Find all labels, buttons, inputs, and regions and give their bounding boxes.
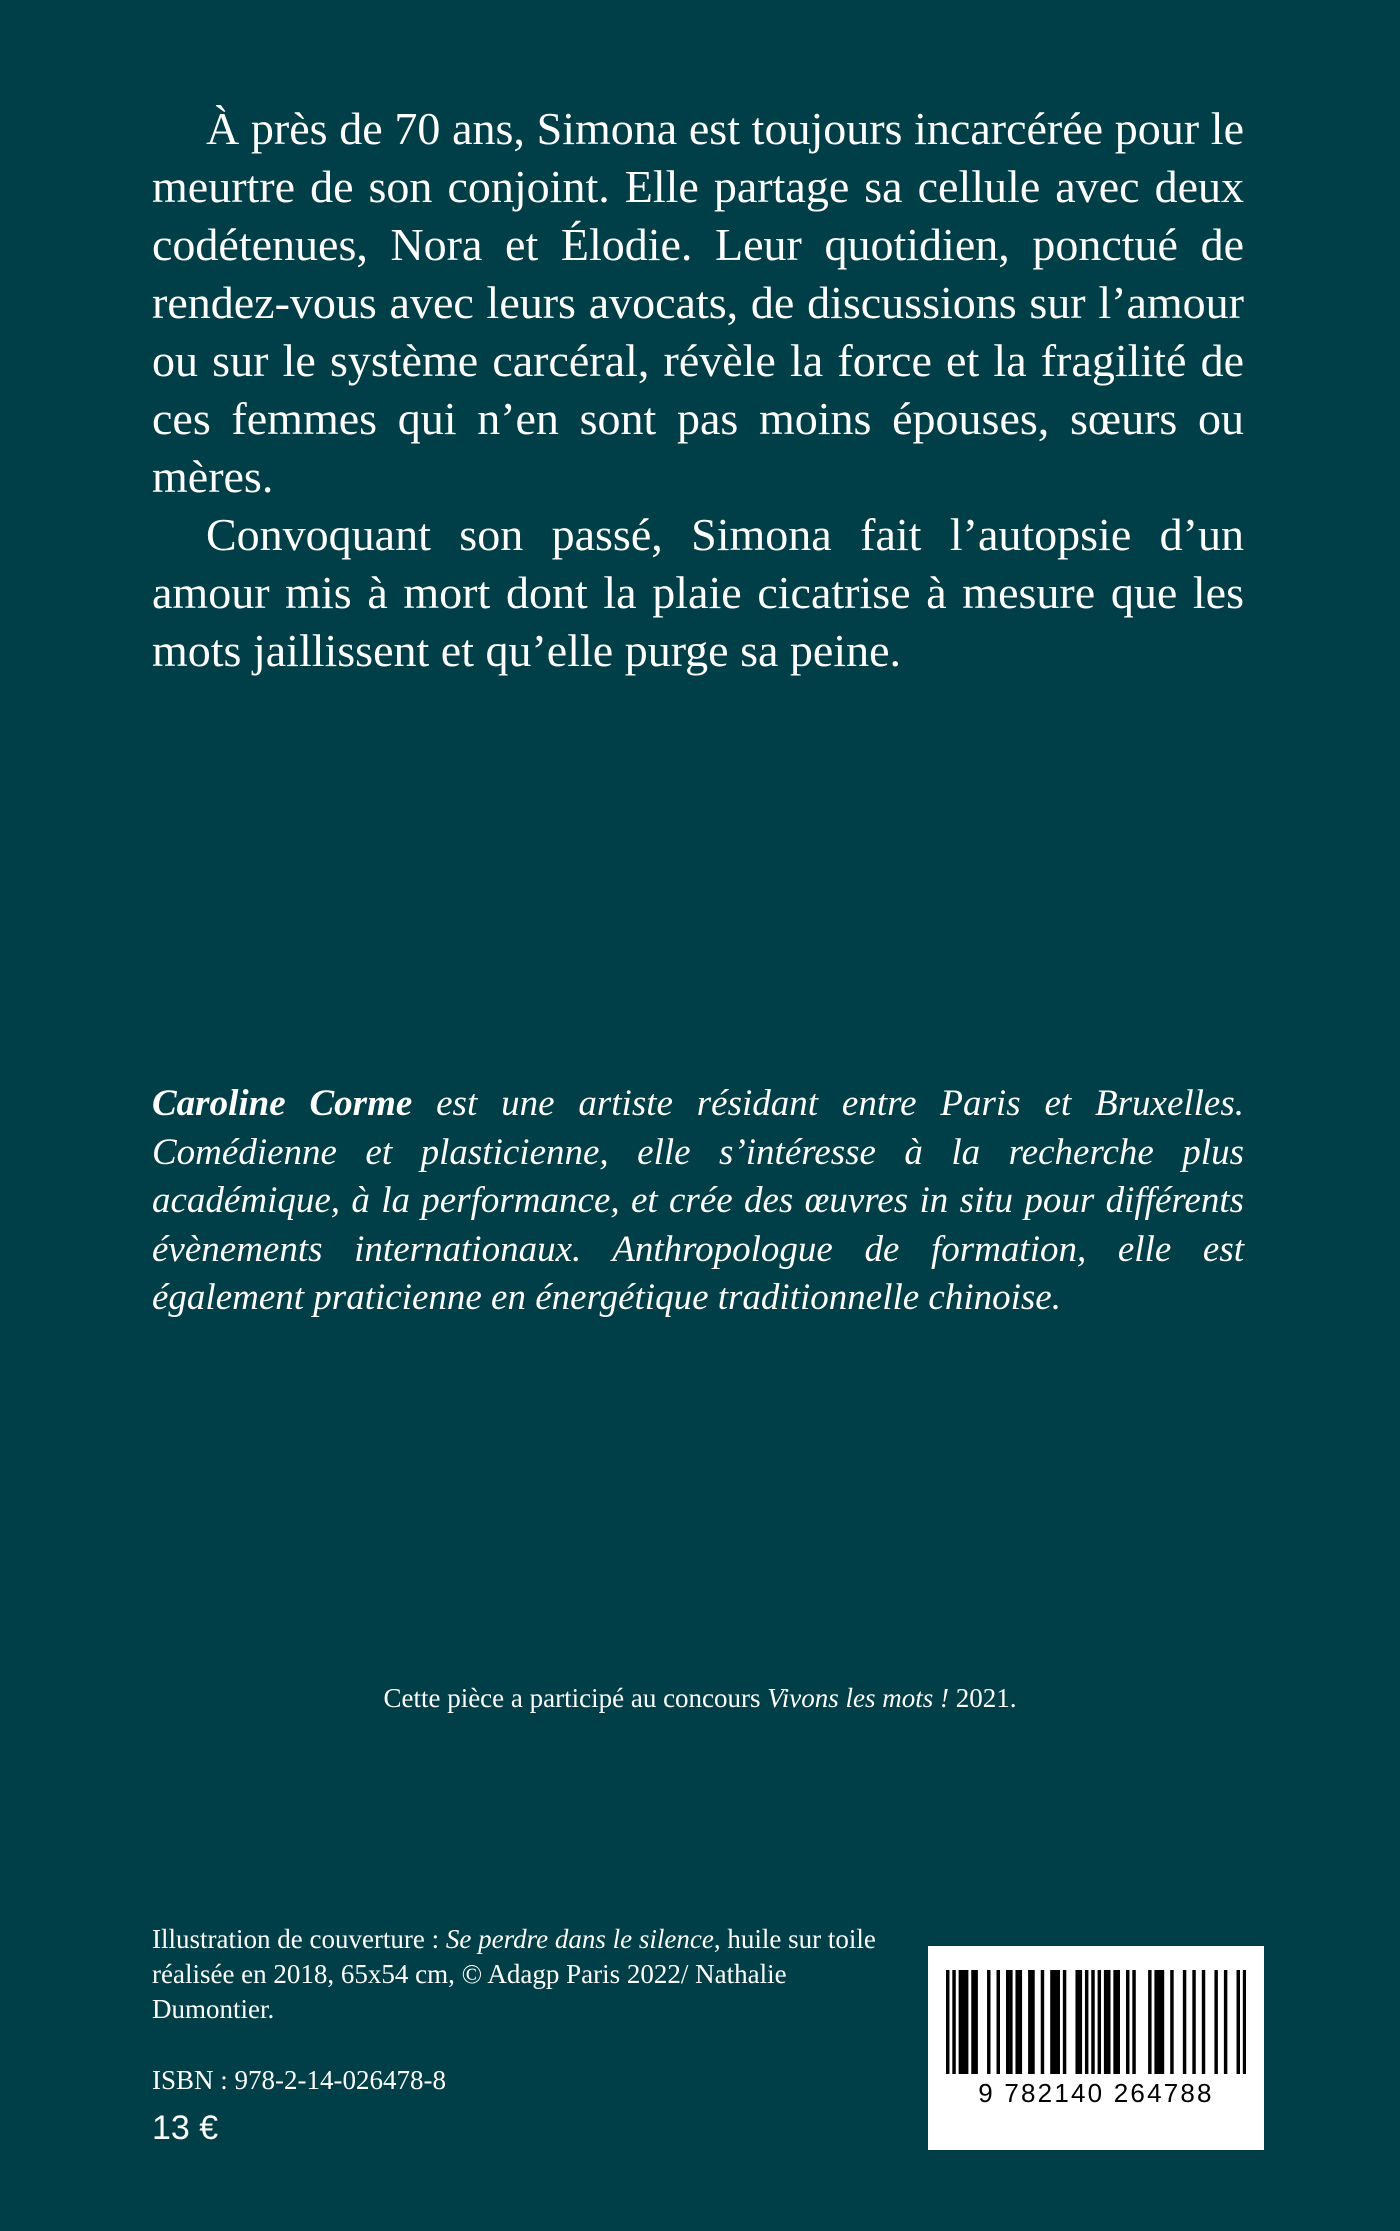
barcode-bar <box>1091 1970 1094 2074</box>
barcode-bar <box>1154 1970 1157 2074</box>
barcode-bar <box>1098 1970 1101 2074</box>
barcode-bar <box>1126 1970 1129 2074</box>
price: 13 € <box>152 2109 219 2147</box>
contest-note-after: 2021. <box>949 1683 1017 1713</box>
contest-title: Vivons les mots ! <box>767 1683 950 1713</box>
barcode-bar <box>952 1970 955 2074</box>
barcode-bar <box>1243 1970 1246 2074</box>
barcode-bar <box>1161 1970 1164 2074</box>
barcode-bar <box>1031 1970 1034 2074</box>
barcode-bar <box>1079 1970 1082 2074</box>
credits-prefix: Illustration de couverture : <box>152 1924 446 1954</box>
synopsis-paragraph-2: Convoquant son passé, Simona fait l’autopsie d’un amour mis à mort dont la plaie cicatrise à mesure que les mots jaillissent et qu’elle purge sa peine. <box>152 509 1244 676</box>
contest-note-before: Cette pièce a participé au concours <box>383 1683 768 1713</box>
barcode-bar <box>965 1970 968 2074</box>
credits-suffix: , huile sur toile réalisée en 2018, 65x54 cm, © Adagp Paris 2022/ Nathalie Dumontier. <box>152 1924 876 2024</box>
barcode-bar <box>1009 1970 1012 2074</box>
synopsis <box>152 100 1244 680</box>
isbn: ISBN : 978-2-14-026478-8 <box>152 2065 446 2095</box>
barcode-bar <box>1183 1970 1186 2074</box>
barcode-bar <box>946 1970 949 2074</box>
barcode-bar <box>1148 1970 1151 2074</box>
barcode-bar <box>1057 1970 1060 2074</box>
barcode-bar <box>1085 1970 1088 2074</box>
barcode-bar <box>962 1970 965 2074</box>
barcode-bar <box>1117 1970 1120 2074</box>
author-bio-text: est une artiste résidant entre Paris et Bruxelles. Comédienne et plasticienne, elle s’intéresse à la recherche plus académique, à la performance, et crée des œuvres in situ pour différents évènements internationaux. Anthropologue de formation, elle est également praticienne en énergétique traditionnelle chinoise. <box>152 1083 1244 1318</box>
barcode-bar <box>1107 1970 1110 2074</box>
synopsis-paragraph-1: À près de 70 ans, Simona est toujours incarcérée pour le meurtre de son conjoint. Elle partage sa cellule avec deux codétenues, Nora et Élodie. Leur quotidien, ponctué de rendez-vous avec leurs avocats, de discussions sur l’amour ou sur le système carcéral, révèle la force et la fragilité de ces femmes qui n’en sont pas moins épouses, sœurs ou mères. <box>152 103 1244 502</box>
contest-note <box>0 1680 1400 1716</box>
barcode <box>928 1946 1264 2150</box>
barcode-bar <box>974 1970 977 2074</box>
barcode-bar <box>1132 1970 1135 2074</box>
barcode-bar <box>959 1970 962 2074</box>
barcode-bar <box>987 1970 990 2074</box>
barcode-bar <box>1104 1970 1107 2074</box>
barcode-bar <box>997 1970 1000 2074</box>
author-bio <box>152 1080 1244 1323</box>
barcode-bar <box>1063 1970 1066 2074</box>
barcode-bar <box>1170 1970 1173 2074</box>
barcode-bar <box>1113 1970 1116 2074</box>
barcode-bar <box>971 1970 974 2074</box>
barcode-bar <box>1158 1970 1161 2074</box>
barcode-bar <box>1019 1970 1022 2074</box>
barcode-bars <box>946 1970 1246 2074</box>
cover-credits <box>152 1922 882 2027</box>
barcode-bar <box>1202 1970 1205 2074</box>
barcode-bar <box>1214 1970 1217 2074</box>
artwork-title: Se perdre dans le silence <box>445 1924 714 1954</box>
barcode-bar <box>1053 1970 1056 2074</box>
barcode-bar <box>1075 1970 1078 2074</box>
barcode-bar <box>1006 1970 1009 2074</box>
barcode-bar <box>1050 1970 1053 2074</box>
barcode-bar <box>1015 1970 1018 2074</box>
barcode-bar <box>1192 1970 1195 2074</box>
barcode-bar <box>1041 1970 1044 2074</box>
barcode-bar <box>1224 1970 1227 2074</box>
author-name: Caroline Corme <box>152 1083 413 1124</box>
barcode-bar <box>1028 1970 1031 2074</box>
barcode-digits: 9 782140 264788 <box>978 2078 1214 2108</box>
barcode-bar <box>1237 1970 1240 2074</box>
